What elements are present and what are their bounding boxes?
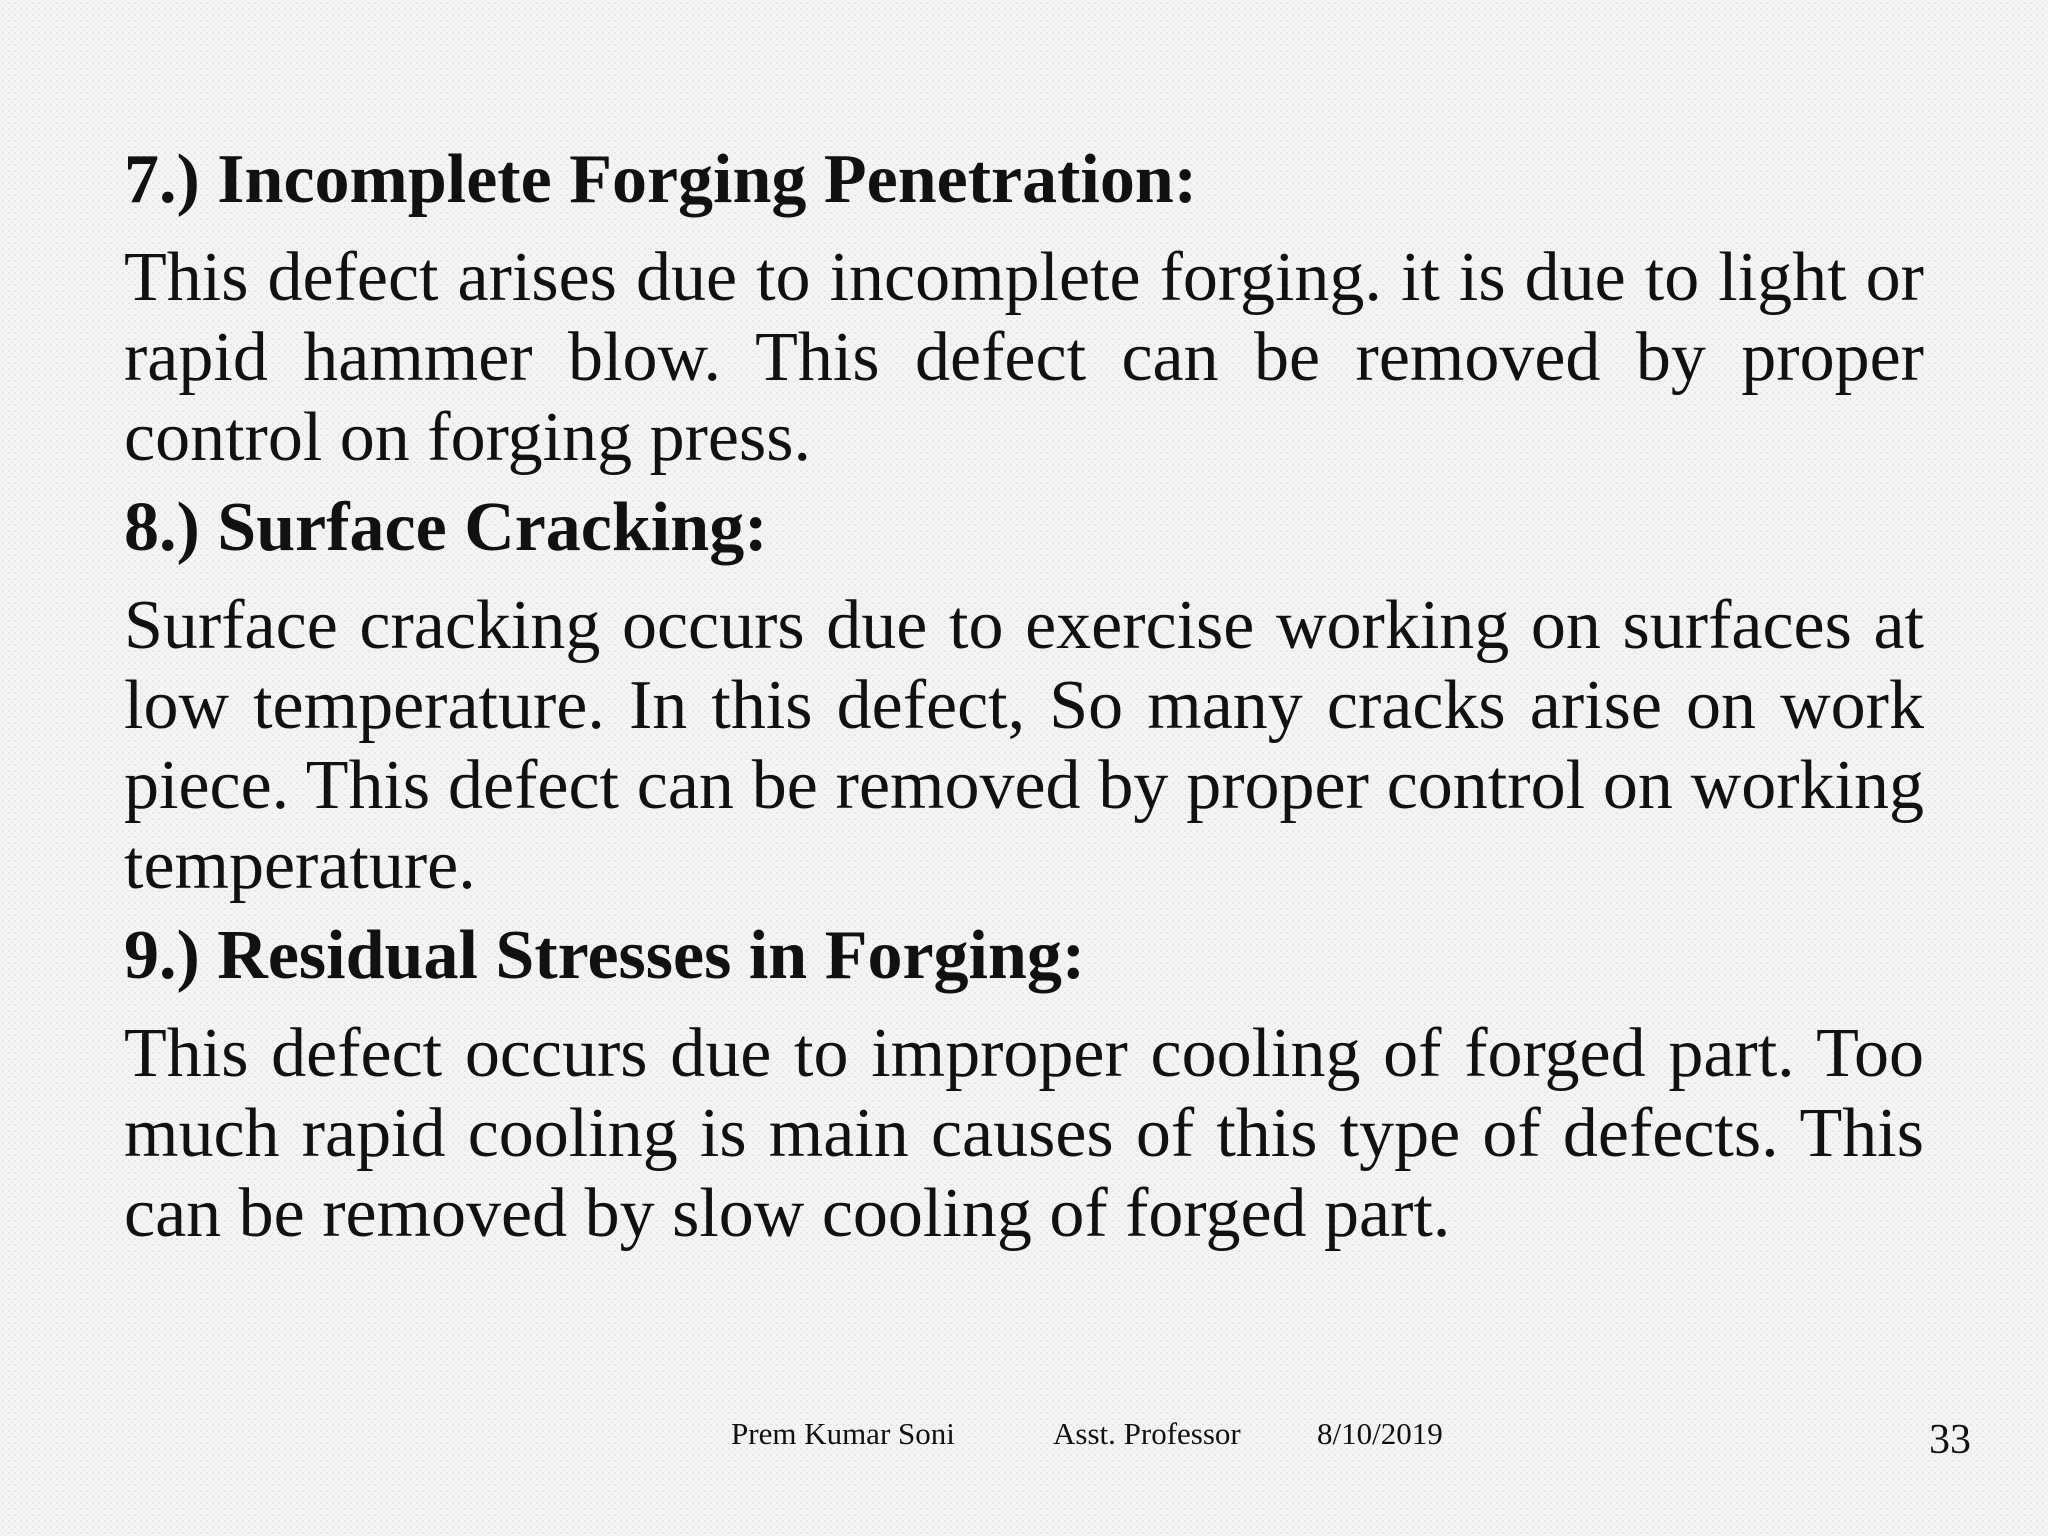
section-body-incomplete-forging-penetration: This defect arises due to incomplete forging. it is due to light or rapid hammer blow. This defect can be removed by proper control on forging press. xyxy=(124,239,1924,476)
slide-content xyxy=(124,140,1924,1264)
slide-footer xyxy=(0,1414,2048,1454)
section-heading-incomplete-forging-penetration: 7.) Incomplete Forging Penetration: xyxy=(124,141,1198,218)
section-body-surface-cracking: Surface cracking occurs due to exercise working on surfaces at low temperature. In this defect, So many cracks arise on work piece. This defect can be removed by proper control on working temperature. xyxy=(124,587,1924,904)
section-heading-residual-stresses: 9.) Residual Stresses in Forging: xyxy=(124,917,1086,994)
footer-author: Prem Kumar Soni xyxy=(731,1416,955,1451)
section-heading-surface-cracking: 8.) Surface Cracking: xyxy=(124,489,768,566)
footer-role: Asst. Professor xyxy=(1053,1416,1241,1451)
footer-date: 8/10/2019 xyxy=(1317,1416,1443,1451)
section-body-residual-stresses: This defect occurs due to improper cooling of forged part. Too much rapid cooling is main causes of this type of defects. This can be removed by slow cooling of forged part. xyxy=(124,1015,1924,1252)
page-number: 33 xyxy=(1929,1417,1971,1463)
